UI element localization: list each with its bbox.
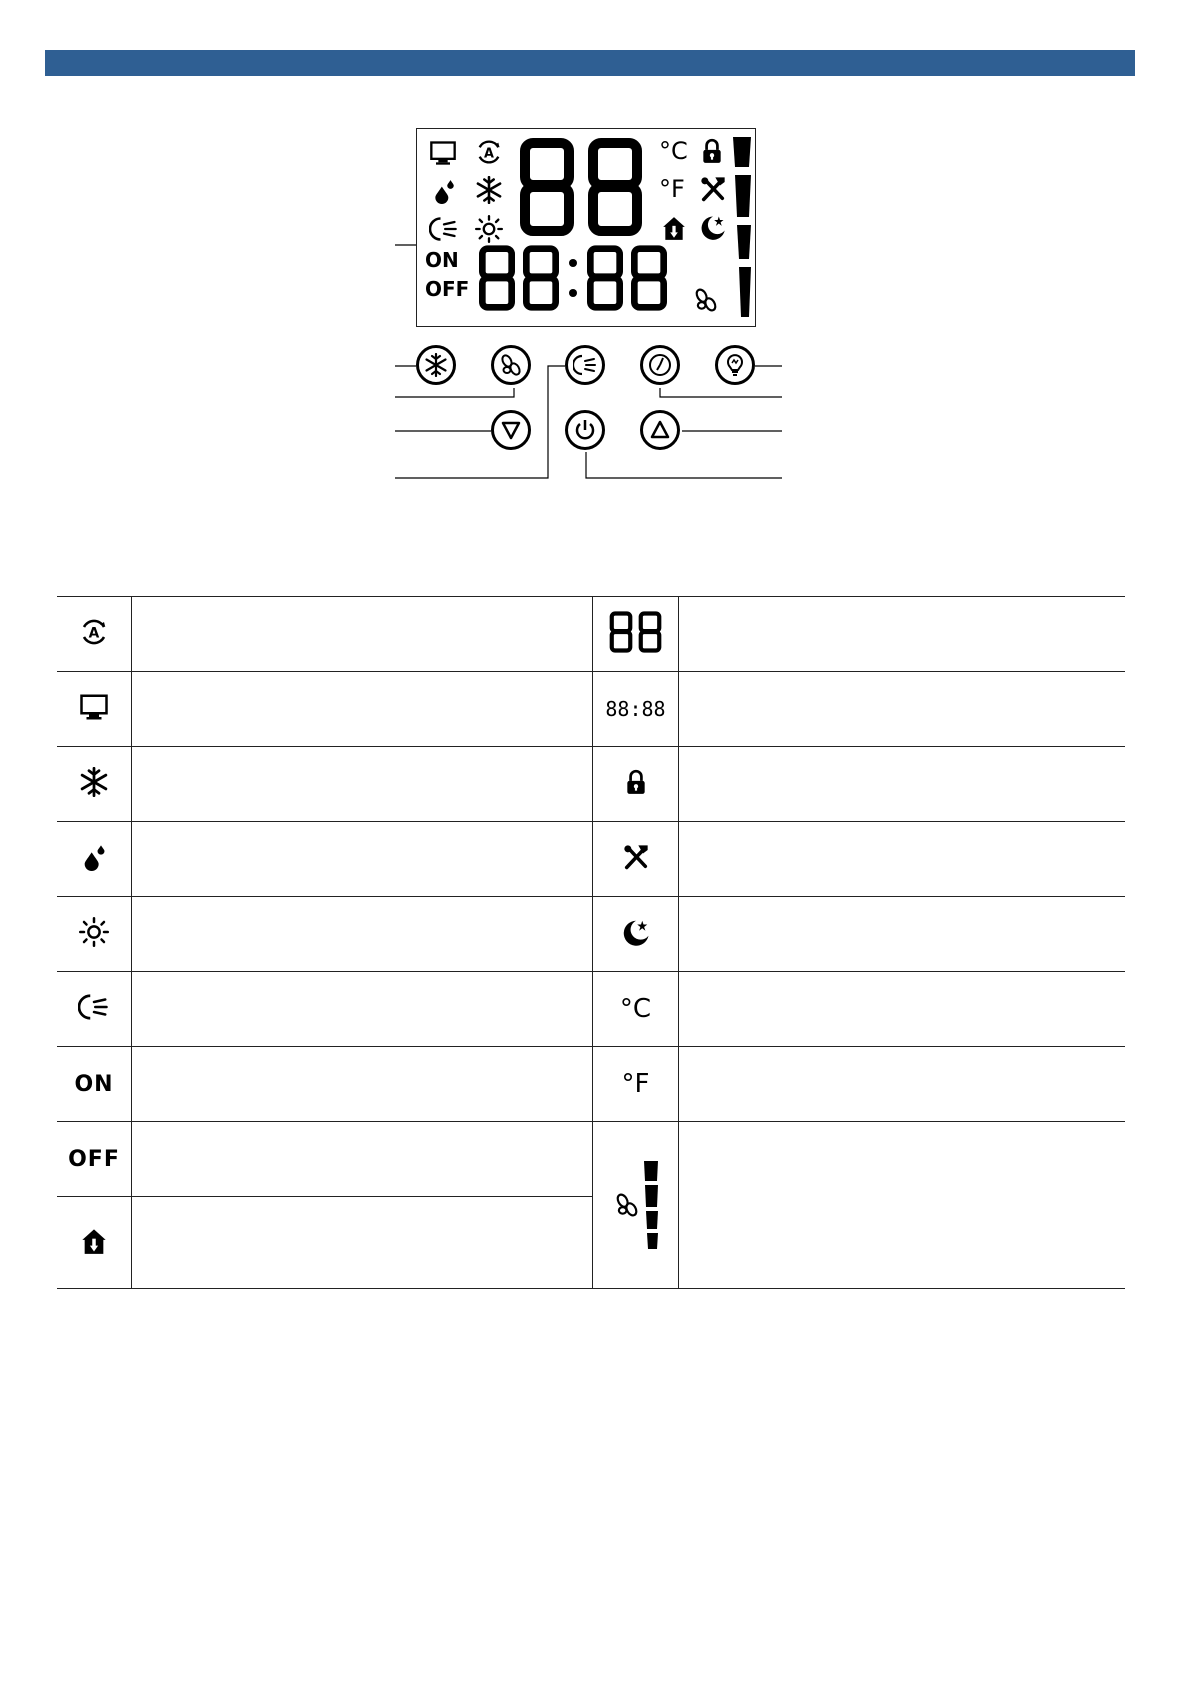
celsius-text: °C (619, 994, 652, 1024)
big-digits-icon (608, 611, 664, 653)
table-row (57, 972, 1125, 1047)
legend-description (132, 747, 593, 822)
legend-icon-cell (57, 897, 132, 972)
legend-icon-cell (593, 972, 679, 1047)
table-row (57, 747, 1125, 822)
legend-icon-cell (593, 747, 679, 822)
power-icon (573, 418, 597, 442)
swing-button[interactable] (565, 345, 605, 385)
legend-icon-cell (57, 1047, 132, 1122)
snowflake-icon (79, 767, 109, 797)
legend-description (132, 1122, 593, 1197)
legend-icon-cell (57, 972, 132, 1047)
legend-description (679, 972, 1126, 1047)
legend-description (679, 597, 1126, 672)
table-row (57, 1047, 1125, 1122)
off-label: OFF (425, 277, 470, 301)
fan-speed-icon (644, 1161, 658, 1249)
legend-description (132, 1047, 593, 1122)
triangle-down-icon (499, 418, 523, 442)
swing-icon (78, 992, 110, 1022)
legend-description (679, 822, 1126, 897)
table-row (57, 672, 1125, 747)
moon-icon (621, 917, 651, 947)
clock-digits-text: 88:88 (605, 697, 666, 721)
table-row (57, 1122, 1125, 1197)
snowflake-icon (424, 353, 448, 377)
legend-icon-cell (57, 597, 132, 672)
legend-icon-cell (57, 1122, 132, 1197)
fahrenheit-text: °F (621, 1069, 650, 1099)
legend-icon-cell (593, 672, 679, 747)
timer-button[interactable] (640, 345, 680, 385)
legend-icon-cell (593, 822, 679, 897)
tools-icon (622, 843, 650, 871)
table-row (57, 897, 1125, 972)
clock-icon (648, 353, 672, 377)
table-row (57, 822, 1125, 897)
legend-icon-cell (593, 597, 679, 672)
power-button[interactable] (565, 410, 605, 450)
legend-icon-cell (57, 822, 132, 897)
light-button[interactable] (715, 345, 755, 385)
monitor-icon (79, 692, 109, 722)
sun-icon (79, 917, 109, 947)
celsius-label: °C (659, 137, 688, 165)
fan-icon (614, 1192, 640, 1218)
legend-description (679, 672, 1126, 747)
legend-description (679, 747, 1126, 822)
fan-button[interactable] (491, 345, 531, 385)
legend-description (132, 972, 593, 1047)
legend-description (679, 1047, 1126, 1122)
on-text: ON (74, 1071, 114, 1097)
home-icon (80, 1227, 108, 1255)
snowflake-mode-button[interactable] (416, 345, 456, 385)
auto-icon (79, 617, 109, 647)
swing-icon (573, 353, 597, 377)
down-button[interactable] (491, 410, 531, 450)
fan-speed-group (614, 1161, 658, 1249)
up-button[interactable] (640, 410, 680, 450)
fan-icon (499, 353, 523, 377)
legend-description (679, 897, 1126, 972)
legend-icon-cell (57, 747, 132, 822)
legend-icon-cell (593, 1047, 679, 1122)
table-row (57, 597, 1125, 672)
legend-description (132, 672, 593, 747)
legend-description (132, 822, 593, 897)
lock-icon (623, 768, 649, 796)
symbol-legend-table (57, 596, 1125, 1289)
off-text: OFF (68, 1146, 120, 1172)
on-label: ON (425, 248, 459, 272)
legend-description (132, 1197, 593, 1289)
legend-icon-cell (593, 1122, 679, 1289)
fahrenheit-label: °F (659, 175, 685, 203)
water-drop-icon (80, 842, 108, 872)
triangle-up-icon (648, 418, 672, 442)
legend-description (679, 1122, 1126, 1289)
legend-icon-cell (57, 1197, 132, 1289)
bulb-icon (723, 353, 747, 377)
legend-description (132, 597, 593, 672)
legend-description (132, 897, 593, 972)
legend-icon-cell (593, 897, 679, 972)
legend-icon-cell (57, 672, 132, 747)
